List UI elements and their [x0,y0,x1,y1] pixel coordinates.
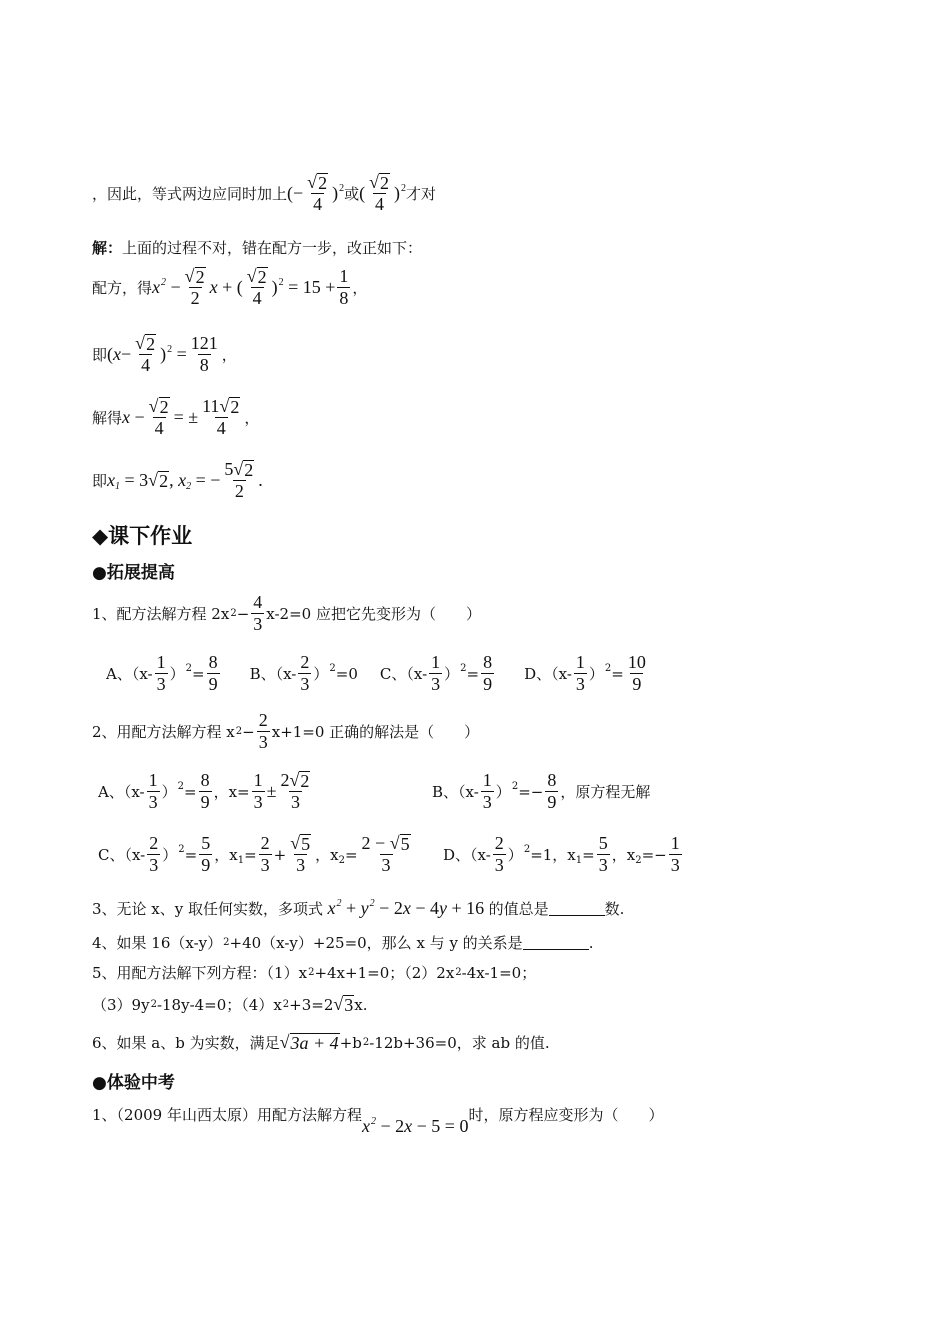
q1-option-b: B、（x- [249,665,297,683]
q5-part-7: x. [354,995,368,1014]
q1-option-c: C、（x- [379,665,428,683]
fraction: 5 √ 2 2 [224,459,254,501]
fraction: $\frac{1}{8}$ [339,266,349,308]
q1-prefix: 1、配方法解方程 2x [92,605,230,623]
q5-part-1: 5、用配方法解下列方程：（1）x [92,964,308,982]
line-add-term: ，因此，等式两边应同时加上 (− √ 2 4 )$^2$ 或 ( √ 2 4 )$^2$ 才对 [92,172,436,214]
question-2-option-c: C、（x- $\frac{2}{3}$ ）$^2$= $\frac{5}{9}$ ，$x_1=$ $\frac{2}{3}$ + √ 5 3 ，$x_2=$ 2 − √ 5 3 [98,833,410,875]
q1-option-a: A、（x- [106,665,153,683]
step1-prefix: 配方，得 [92,279,153,297]
q5-part-2: +4x+1=0；（2）2x [314,964,455,982]
q2-d-label: D、（x- [443,846,491,864]
exam-question-1: 1、（2009 年山西太原）用配方法解方程 $x^2 - 2x - 5 = 0$ 时，原方程应变形为（ ） [92,1106,664,1136]
q3-end: 数. [604,900,625,918]
question-2: 2、用配方法解方程 x 2 − $\frac{2}{3}$ x+1=0 正确的解法是（ ） [92,710,480,752]
q1-option-d: D、（x- [524,665,572,683]
q3-prefix: 3、无论 x、y 取任何实数，多项式 [92,900,324,918]
step3-prefix: 解得 [92,409,123,427]
step-solve: 解得 x − √ 2 4 = ± 11 √ 2 4 ， [92,396,260,438]
subsection-extend-heading: ●拓展提高 [92,563,175,583]
fraction: √ 2 4 [135,333,156,375]
fraction: √ 2 4 [307,172,328,214]
step-square-form: 即 ( x − √ 2 4 )$^2$ = $\frac{121}{8}$ ， [92,333,237,375]
q4-end: . [588,933,594,952]
step-complete-square: 配方，得 $x^2$ − √ 2 2 x + ( √ 2 4 )$^2$ = 15 + $\frac{1}{8}$ ， [92,266,368,308]
q6-end: -12b+36=0，求 ab 的值. [369,1034,550,1052]
q6-mid: +b [339,1033,362,1052]
exam1-suffix: 时，原方程应变形为（ ） [468,1106,664,1124]
question-4: 4、如果 16（x-y） 2 +40（x-y）+25=0，那么 x 与 y 的关系是 . [92,933,594,952]
question-1: 1、配方法解方程 2x 2 − $\frac{4}{3}$ x-2=0 应把它先变形为（ ） [92,592,481,634]
subsection-exam-heading: ●体验中考 [92,1073,175,1093]
question-2-option-a: A、（x- $\frac{1}{3}$ ）$^2$= $\frac{8}{9}$ ，x= $\frac{1}{3}$ ± 2 √ 2 3 [98,770,310,812]
q4-mid: +40（x-y）+25=0，那么 x 与 y 的关系是 [229,934,523,952]
question-5-line-1: 5、用配方法解下列方程：（1）x 2 +4x+1=0；（2）2x 2 -4x-1=0； [92,964,537,982]
q2-b-tail: ，原方程无解 [560,783,651,801]
line1-prefix: ，因此，等式两边应同时加上 [92,185,288,203]
q5-part-5: -18y-4=0；（4）x [156,996,282,1014]
q1-mid: x-2=0 应把它先变形为（ ） [266,605,481,623]
step2-prefix: 即 [92,346,108,364]
q2-prefix: 2、用配方法解方程 x [92,723,235,741]
q5-part-4: （3）9y [92,996,150,1014]
fraction: √ 2 2 [184,266,205,308]
question-3: 3、无论 x、y 取任何实数，多项式 $x^2$ + $y^2$ − 2 x − 4 y + 16 的值总是 数. [92,898,625,918]
q6-prefix: 6、如果 a、b 为实数，满足 [92,1034,280,1052]
fraction: √ 2 4 [369,172,389,214]
q5-part-6: +3=2 [289,995,334,1014]
fraction: $\frac{2}{3}$ [258,710,268,752]
q3-answer-blank[interactable] [549,901,605,916]
line1-suffix: 才对 [405,185,436,203]
solution-line [92,237,422,258]
step-roots: 即 $x_1$ = 3 √ 2 , $x_2$ = − 5 √ 2 2 . [92,459,263,501]
question-5-line-2: （3）9y 2 -18y-4=0；（4）x 2 +3=2 √ 3 x. [92,994,368,1015]
exam1-prefix: 1、（2009 年山西太原）用配方法解方程 [92,1106,362,1124]
line1-or: 或 [344,185,360,203]
question-2-option-d: D、（x- $\frac{2}{3}$ ）$^2$=1，$x_1=$ $\frac{5}{3}$ ，$x_2=-$ $\frac{1}{3}$ [443,833,680,875]
step4-prefix: 即 [92,472,108,490]
q2-a-label: A、（x- [98,783,145,801]
solution-label: 解： [92,239,123,257]
q4-text: 4、如果 16（x-y） [92,934,223,952]
fraction: $\frac{4}{3}$ [253,592,263,634]
q2-mid: x+1=0 正确的解法是（ ） [271,723,480,741]
q5-part-3: -4x-1=0； [461,964,537,982]
fraction: $\frac{121}{8}$ [190,333,218,375]
q3-suffix: 的值总是 [488,900,549,918]
question-6: 6、如果 a、b 为实数，满足 √ 3a + 4 +b 2 -12b+36=0，求 ab 的值. [92,1032,550,1053]
q4-answer-blank[interactable] [523,935,589,950]
section-homework-heading: ◆课下作业 [92,524,193,548]
q2-b-label: B、（x- [432,783,479,801]
question-1-options: A、（x- $\frac{1}{3}$ ）$^2$= $\frac{8}{9}$ B、（x- $\frac{2}{3}$ ）$^2$=0 C、（x- $\frac{1}{3}$ ）$^2$= $\frac{8}{9}$ D、（x- $\frac{1}{3}$ ）$^2$= $\frac{10}{9}$ [106,652,646,694]
fraction: √ 2 4 [148,396,169,438]
solution-text: 上面的过程不对，错在配方一步，改正如下： [122,239,423,257]
fraction: 11 √ 2 4 [202,396,240,438]
fraction: √ 2 4 [246,266,267,308]
question-2-option-b: B、（x- $\frac{1}{3}$ ）$^2$=− $\frac{8}{9}$ ，原方程无解 [432,770,651,812]
q2-c-label: C、（x- [98,846,146,864]
